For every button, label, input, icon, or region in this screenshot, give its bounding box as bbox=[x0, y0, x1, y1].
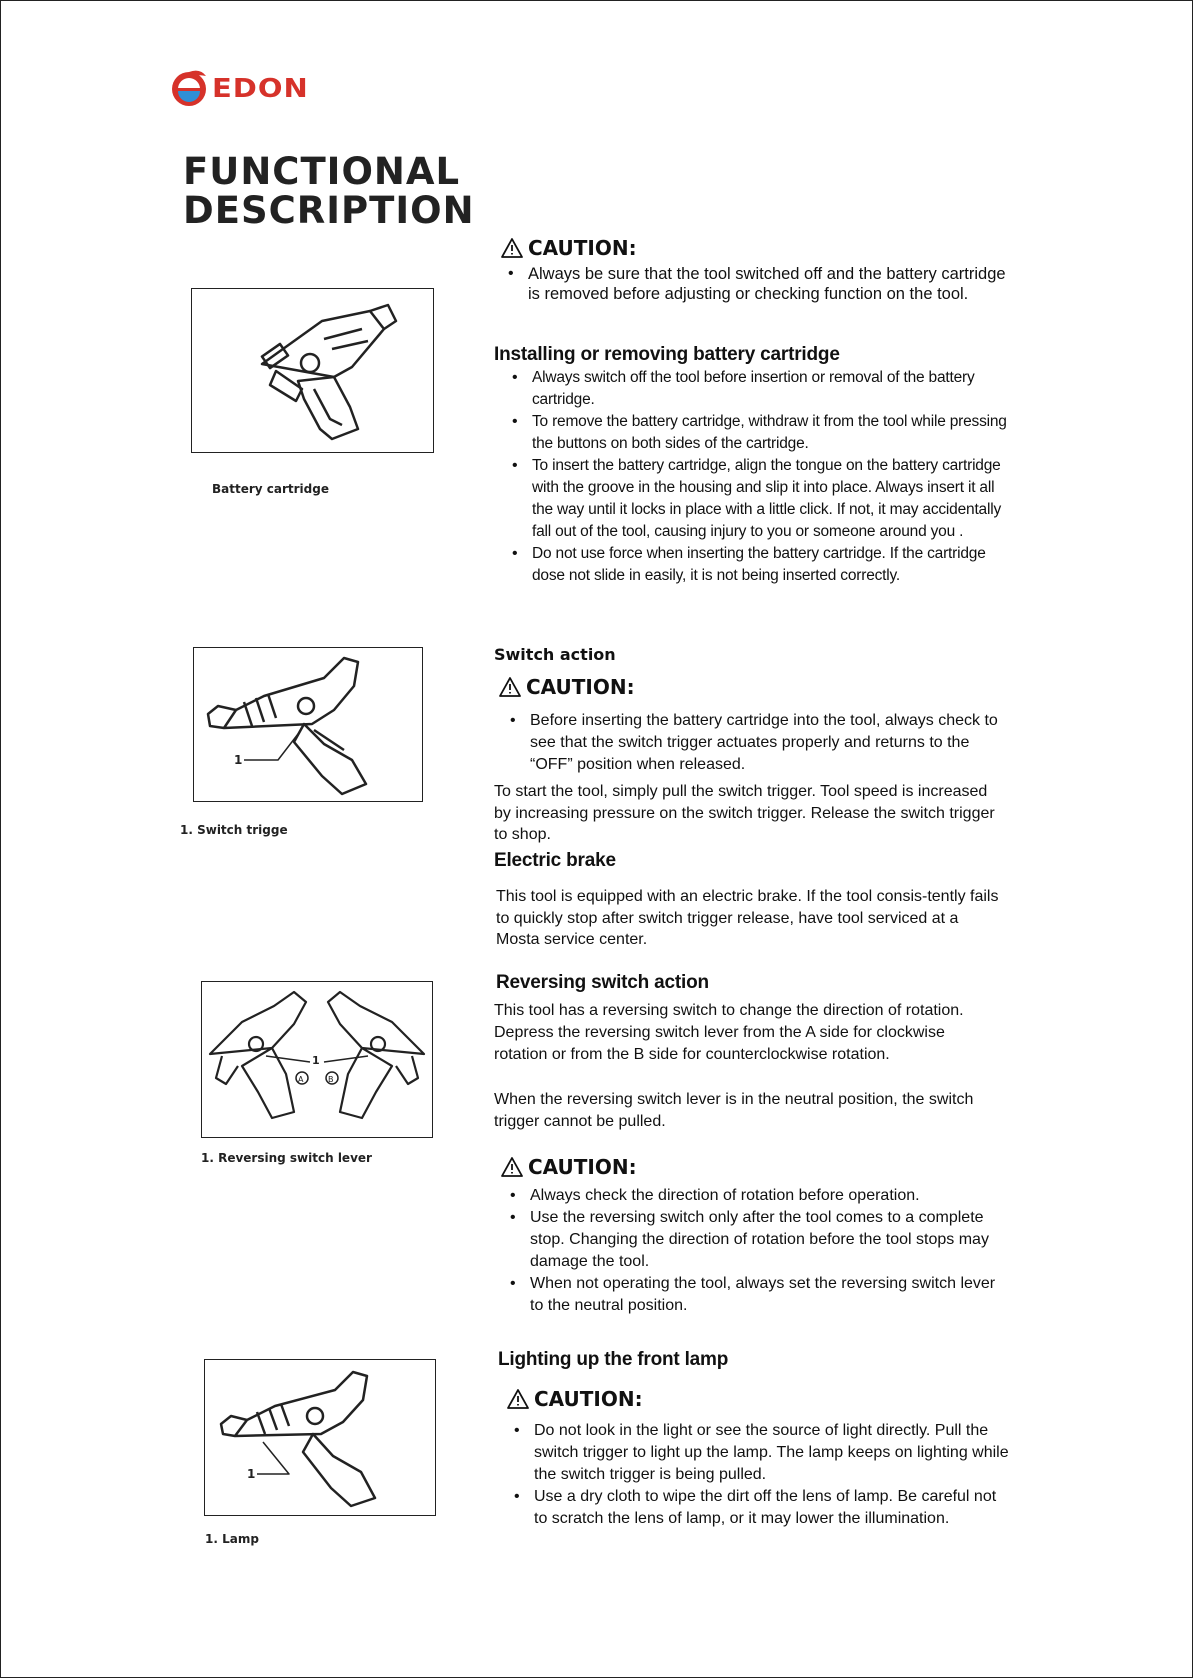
caution-heading bbox=[506, 1387, 643, 1411]
warning-icon bbox=[500, 237, 524, 259]
figure-reversing-switch bbox=[201, 981, 433, 1138]
figure-battery-cartridge bbox=[191, 288, 434, 453]
caution-heading bbox=[500, 1155, 637, 1179]
switch-paragraph: To start the tool, simply pull the switch trigger. Tool speed is increased by increasing pressure on the switch trigger. Release the switch trigger to shop. bbox=[494, 783, 995, 843]
section-heading: Reversing switch action bbox=[496, 972, 709, 993]
figure-caption: 1. Switch trigge bbox=[180, 823, 288, 837]
list-item: • Always be sure that the tool switched off and the battery cartridge is removed before adjusting or checking function on the tool. bbox=[494, 264, 1014, 304]
figure-caption: 1. Lamp bbox=[205, 1532, 259, 1546]
list-item: • Use the reversing switch only after the tool comes to a complete stop. Changing the direction of rotation before the tool stops may damage the tool. bbox=[496, 1207, 1006, 1273]
caution-label: CAUTION: bbox=[528, 1155, 637, 1179]
reversing-paragraph: This tool has a reversing switch to change the direction of rotation. Depress the reversing switch lever from the A side for clockwise rotation or from the B side for counterclockwise rotation. bbox=[494, 1002, 964, 1063]
figure-lamp bbox=[204, 1359, 436, 1516]
caution-heading bbox=[498, 675, 635, 699]
list-item: • Do not look in the light or see the source of light directly. Pull the switch trigger to light up the lamp. The lamp keeps on lighting while the switch trigger is being pulled. bbox=[500, 1420, 1012, 1486]
warning-icon bbox=[498, 676, 522, 698]
section-heading: Electric brake bbox=[494, 850, 616, 871]
section-heading: Lighting up the front lamp bbox=[498, 1349, 729, 1370]
figure-callout: 1 bbox=[234, 753, 243, 767]
figure-side-a: A bbox=[298, 1075, 304, 1084]
figure-callout: 1 bbox=[247, 1467, 256, 1481]
list-item: • Do not use force when inserting the battery cartridge. If the cartridge dose not slide in easily, it is not being inserted correctly. bbox=[498, 543, 1008, 587]
drill-illustration-icon bbox=[202, 982, 432, 1137]
warning-icon bbox=[500, 1156, 524, 1178]
page-title bbox=[183, 152, 475, 230]
brake-paragraph: This tool is equipped with an electric brake. If the tool consis-tently fails to quickly stop after switch trigger release, have tool serviced at a Mosta service center. bbox=[496, 888, 999, 948]
caution-heading bbox=[500, 236, 637, 260]
figure-switch-trigger bbox=[193, 647, 423, 802]
figure-callout: 1 bbox=[312, 1054, 320, 1067]
caution-list bbox=[496, 710, 1002, 776]
section-heading: Installing or removing battery cartridge bbox=[494, 344, 840, 365]
drill-illustration-icon bbox=[192, 289, 433, 452]
list-item: • Always check the direction of rotation before operation. bbox=[496, 1185, 1006, 1207]
caution-label: CAUTION: bbox=[528, 236, 637, 260]
list-item: • Before inserting the battery cartridge into the tool, always check to see that the switch trigger actuates properly and returns to the “OFF” position when released. bbox=[496, 710, 1002, 776]
page-title-line1: FUNCTIONAL bbox=[183, 150, 461, 193]
brand-name: EDON bbox=[212, 72, 309, 104]
brand-logo bbox=[170, 68, 309, 108]
list-item: • To remove the battery cartridge, withdraw it from the tool while pressing the buttons on both sides of the cartridge. bbox=[498, 411, 1008, 455]
drill-illustration-icon bbox=[194, 648, 422, 801]
list-item: • When not operating the tool, always set the reversing switch lever to the neutral position. bbox=[496, 1273, 1006, 1317]
page-title-line2: DESCRIPTION bbox=[183, 189, 475, 232]
caution-list bbox=[496, 1185, 1006, 1317]
caution-list bbox=[500, 1420, 1012, 1530]
drill-illustration-icon bbox=[205, 1360, 435, 1515]
caution-label: CAUTION: bbox=[534, 1387, 643, 1411]
list-item: • Use a dry cloth to wipe the dirt off the lens of lamp. Be careful not to scratch the lens of lamp, or it may lower the illumination. bbox=[500, 1486, 1012, 1530]
caution-list bbox=[494, 264, 1014, 304]
figure-side-b: B bbox=[328, 1075, 334, 1084]
section-heading: Switch action bbox=[494, 645, 616, 664]
warning-icon bbox=[506, 1388, 530, 1410]
caution-label: CAUTION: bbox=[526, 675, 635, 699]
battery-list bbox=[498, 367, 1008, 587]
figure-caption: 1. Reversing switch lever bbox=[201, 1151, 372, 1165]
brand-logo-icon bbox=[170, 68, 208, 108]
reversing-paragraph: When the reversing switch lever is in the neutral position, the switch trigger cannot be pulled. bbox=[494, 1091, 974, 1130]
list-item: • To insert the battery cartridge, align the tongue on the battery cartridge with the groove in the housing and slip it into place. Always insert it all the way until it locks in place with a little click. If not, it may accidentally fall out of the tool, causing injury to you or someone around you . bbox=[498, 455, 1008, 543]
list-item: • Always switch off the tool before insertion or removal of the battery cartridge. bbox=[498, 367, 1008, 411]
figure-caption: Battery cartridge bbox=[212, 482, 329, 496]
